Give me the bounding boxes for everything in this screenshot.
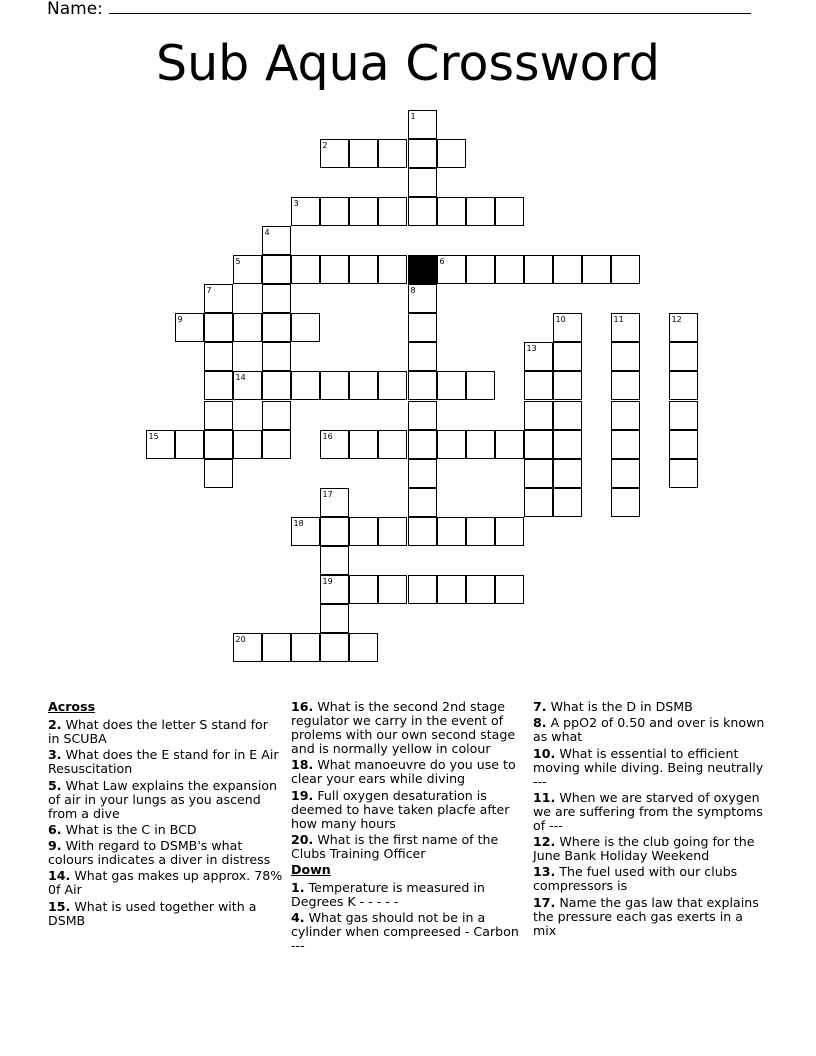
clue-text: What is used together with a DSMB	[48, 898, 257, 928]
grid-cell[interactable]	[669, 401, 698, 430]
grid-cell[interactable]	[408, 197, 437, 226]
clue-item	[533, 791, 769, 833]
grid-cell[interactable]	[262, 401, 291, 430]
grid-cell[interactable]	[233, 371, 262, 400]
grid-cell[interactable]	[524, 371, 553, 400]
grid-cell[interactable]	[437, 430, 466, 459]
grid-cell[interactable]	[524, 430, 553, 459]
grid-cell[interactable]	[204, 430, 233, 459]
cell-number: 12	[671, 314, 682, 324]
clue-number: 4.	[291, 910, 305, 926]
clue-item	[48, 839, 283, 867]
clue-item	[533, 700, 769, 714]
grid-cell[interactable]	[320, 517, 349, 546]
grid-cell[interactable]	[175, 313, 204, 342]
clues-column-3	[533, 700, 769, 940]
grid-cell[interactable]	[349, 371, 378, 400]
clue-text: What is essential to efficient moving while diving. Being neutrally ---	[533, 745, 764, 789]
clue-number: 6.	[48, 821, 62, 837]
clue-item	[48, 900, 283, 928]
grid-cell[interactable]	[408, 430, 437, 459]
grid-cell[interactable]	[349, 255, 378, 284]
grid-cell[interactable]	[466, 197, 495, 226]
grid-cell[interactable]	[349, 139, 378, 168]
grid-cell[interactable]	[669, 459, 698, 488]
grid-cell[interactable]	[669, 313, 698, 342]
cell-number: 20	[235, 634, 246, 644]
clue-text: What manoeuvre do you use to clear your ears while diving	[291, 757, 516, 787]
clue-item	[291, 700, 523, 756]
grid-cell[interactable]	[320, 139, 349, 168]
grid-cell[interactable]	[378, 371, 407, 400]
grid-cell[interactable]	[291, 197, 320, 226]
grid-cell[interactable]	[553, 371, 582, 400]
grid-cell[interactable]	[291, 255, 320, 284]
clue-item	[533, 835, 769, 863]
clue-text: A ppO2 of 0.50 and over is known as what	[533, 715, 765, 745]
cell-number: 7	[206, 285, 212, 295]
clue-number: 19.	[291, 787, 314, 803]
clues-column-2	[291, 700, 523, 956]
grid-cell[interactable]	[320, 255, 349, 284]
grid-cell[interactable]	[466, 371, 495, 400]
grid-cell[interactable]	[408, 371, 437, 400]
grid-cell[interactable]	[524, 401, 553, 430]
cell-number: 6	[439, 256, 445, 266]
clue-text: Name the gas law that explains the pressure each gas exerts in a mix	[533, 894, 759, 938]
grid-cell[interactable]	[611, 430, 640, 459]
cell-number: 15	[148, 431, 159, 441]
clue-number: 9.	[48, 838, 62, 854]
grid-cell[interactable]	[262, 284, 291, 313]
cell-number: 13	[526, 343, 537, 353]
grid-cell[interactable]	[437, 139, 466, 168]
grid-cell[interactable]	[495, 517, 524, 546]
grid-cell[interactable]	[320, 575, 349, 604]
grid-cell[interactable]	[611, 255, 640, 284]
grid-cell[interactable]	[611, 401, 640, 430]
clue-text: With regard to DSMB's what colours indicates a diver in distress	[48, 838, 271, 868]
grid-cell[interactable]	[378, 255, 407, 284]
clue-number: 1.	[291, 880, 305, 896]
grid-cell[interactable]	[611, 342, 640, 371]
grid-cell[interactable]	[437, 517, 466, 546]
cell-number: 2	[322, 140, 328, 150]
clue-number: 12.	[533, 834, 556, 850]
clue-text: What does the letter S stand for in SCUBA	[48, 717, 268, 746]
clue-text: Temperature is measured in Degrees K - - - - -	[291, 880, 485, 910]
clue-number: 20.	[291, 831, 314, 847]
clue-text: When we are starved of oxygen we are suffering from the symptoms of ---	[533, 789, 763, 833]
grid-cell[interactable]	[408, 313, 437, 342]
grid-cell[interactable]	[262, 226, 291, 255]
cell-number: 19	[322, 576, 333, 586]
grid-cell[interactable]	[408, 139, 437, 168]
clue-text: What Law explains the expansion of air in your lungs as you ascend from a dive	[48, 777, 278, 821]
clue-item	[533, 716, 769, 744]
grid-cell[interactable]	[262, 371, 291, 400]
clue-text: What is the second 2nd stage regulator we carry in the event of prolems with our own second stage and is normally yellow in colour	[291, 699, 516, 756]
name-label: Name:	[47, 0, 103, 19]
grid-cell[interactable]	[204, 371, 233, 400]
grid-cell[interactable]	[349, 517, 378, 546]
grid-cell[interactable]	[204, 401, 233, 430]
grid-cell[interactable]	[408, 342, 437, 371]
clue-item	[533, 896, 769, 938]
grid-cell[interactable]	[204, 313, 233, 342]
grid-cell[interactable]	[204, 342, 233, 371]
cell-number: 10	[555, 314, 566, 324]
grid-cell[interactable]	[233, 430, 262, 459]
grid-cell[interactable]	[495, 255, 524, 284]
grid-cell[interactable]	[495, 575, 524, 604]
grid-cell[interactable]	[611, 371, 640, 400]
grid-cell[interactable]	[437, 255, 466, 284]
clue-text: What gas makes up approx. 78% 0f Air	[48, 868, 283, 898]
page-title: Sub Aqua Crossword	[155, 35, 661, 92]
grid-cell[interactable]	[408, 401, 437, 430]
cell-number: 8	[410, 285, 416, 295]
grid-cell[interactable]	[378, 517, 407, 546]
cell-number: 1	[410, 111, 416, 121]
clue-number: 11.	[533, 789, 556, 805]
grid-cell[interactable]	[553, 255, 582, 284]
grid-cell[interactable]	[611, 488, 640, 517]
cell-number: 14	[235, 372, 246, 382]
clue-item	[533, 747, 769, 789]
cell-number: 18	[293, 518, 304, 528]
grid-cell[interactable]	[669, 430, 698, 459]
grid-cell[interactable]	[553, 342, 582, 371]
grid-cell[interactable]	[466, 255, 495, 284]
clue-number: 18.	[291, 757, 314, 773]
grid-cell[interactable]	[262, 255, 291, 284]
grid-cell[interactable]	[582, 255, 611, 284]
grid-cell[interactable]	[437, 197, 466, 226]
grid-cell[interactable]	[378, 430, 407, 459]
grid-cell[interactable]	[204, 284, 233, 313]
grid-cell[interactable]	[146, 430, 175, 459]
grid-cell[interactable]	[233, 633, 262, 662]
across-heading: Across	[48, 699, 96, 714]
clue-number: 8.	[533, 715, 547, 731]
clue-item	[291, 911, 523, 953]
grid-cell[interactable]	[291, 313, 320, 342]
clue-item	[48, 748, 283, 776]
grid-cell[interactable]	[320, 430, 349, 459]
grid-cell[interactable]	[320, 488, 349, 517]
clue-text: The fuel used with our clubs compressors is	[533, 864, 738, 894]
grid-cell[interactable]	[524, 488, 553, 517]
grid-cell[interactable]	[495, 430, 524, 459]
grid-cell[interactable]	[320, 633, 349, 662]
grid-cell[interactable]	[233, 313, 262, 342]
clue-number: 15.	[48, 898, 71, 914]
grid-cell[interactable]	[349, 575, 378, 604]
cell-number: 17	[322, 489, 333, 499]
clue-item	[291, 833, 523, 861]
grid-cell[interactable]	[611, 459, 640, 488]
grid-cell[interactable]	[233, 255, 262, 284]
grid-cell[interactable]	[466, 517, 495, 546]
grid-cell[interactable]	[262, 430, 291, 459]
clue-item	[48, 823, 283, 837]
grid-cell[interactable]	[320, 604, 349, 633]
grid-cell[interactable]	[378, 139, 407, 168]
grid-cell[interactable]	[553, 488, 582, 517]
cell-number: 9	[177, 314, 183, 324]
clue-item	[48, 779, 283, 821]
grid-cell[interactable]	[669, 342, 698, 371]
grid-cell[interactable]	[553, 430, 582, 459]
grid-cell[interactable]	[378, 575, 407, 604]
cell-number: 3	[293, 198, 299, 208]
grid-cell[interactable]	[553, 459, 582, 488]
grid-block	[408, 255, 437, 284]
cell-number: 4	[264, 227, 270, 237]
clue-number: 7.	[533, 699, 547, 714]
grid-cell[interactable]	[408, 517, 437, 546]
grid-cell[interactable]	[378, 197, 407, 226]
grid-cell[interactable]	[524, 255, 553, 284]
grid-cell[interactable]	[408, 110, 437, 139]
grid-cell[interactable]	[524, 342, 553, 371]
clue-number: 2.	[48, 717, 62, 732]
clue-item	[291, 789, 523, 831]
clue-item	[48, 869, 283, 897]
grid-cell[interactable]	[553, 313, 582, 342]
grid-cell[interactable]	[437, 371, 466, 400]
clue-number: 17.	[533, 894, 556, 910]
grid-cell[interactable]	[408, 575, 437, 604]
grid-cell[interactable]	[437, 575, 466, 604]
clue-text: What is the D in DSMB	[546, 699, 693, 714]
grid-cell[interactable]	[408, 284, 437, 313]
grid-cell[interactable]	[408, 459, 437, 488]
grid-cell[interactable]	[291, 517, 320, 546]
grid-cell[interactable]	[320, 371, 349, 400]
cell-number: 5	[235, 256, 241, 266]
grid-cell[interactable]	[320, 197, 349, 226]
clue-item	[291, 881, 523, 909]
clue-text: Full oxygen desaturation is deemed to have taken placfe after how many hours	[291, 787, 510, 831]
grid-cell[interactable]	[466, 575, 495, 604]
grid-cell[interactable]	[262, 633, 291, 662]
grid-cell[interactable]	[553, 401, 582, 430]
grid-cell[interactable]	[524, 459, 553, 488]
clues-column-1	[48, 700, 283, 930]
clue-text: What does the E stand for in E Air Resuscitation	[48, 747, 279, 777]
grid-cell[interactable]	[408, 488, 437, 517]
clue-number: 14.	[48, 868, 71, 884]
clue-text: What gas should not be in a cylinder when compreesed - Carbon ---	[291, 910, 519, 954]
grid-cell[interactable]	[349, 633, 378, 662]
clue-number: 10.	[533, 745, 556, 761]
grid-cell[interactable]	[408, 168, 437, 197]
grid-cell[interactable]	[349, 430, 378, 459]
cell-number: 11	[613, 314, 624, 324]
grid-cell[interactable]	[204, 459, 233, 488]
grid-cell[interactable]	[175, 430, 204, 459]
down-heading: Down	[291, 862, 331, 878]
grid-cell[interactable]	[495, 197, 524, 226]
grid-cell[interactable]	[349, 197, 378, 226]
grid-cell[interactable]	[320, 546, 349, 575]
grid-cell[interactable]	[262, 342, 291, 371]
grid-cell[interactable]	[669, 371, 698, 400]
clue-number: 16.	[291, 699, 314, 714]
clue-number: 5.	[48, 777, 62, 793]
clue-number: 3.	[48, 747, 62, 763]
clue-text: What is the first name of the Clubs Training Officer	[291, 831, 499, 861]
clue-number: 13.	[533, 864, 556, 880]
cell-number: 16	[322, 431, 333, 441]
grid-cell[interactable]	[466, 430, 495, 459]
clue-text: Where is the club going for the June Bank Holiday Weekend	[533, 834, 755, 864]
clue-item	[48, 718, 283, 746]
grid-cell[interactable]	[611, 313, 640, 342]
clue-item	[291, 758, 523, 786]
clue-item	[533, 865, 769, 893]
clue-text: What is the C in BCD	[61, 821, 197, 837]
grid-cell[interactable]	[262, 313, 291, 342]
grid-cell[interactable]	[291, 371, 320, 400]
grid-cell[interactable]	[291, 633, 320, 662]
